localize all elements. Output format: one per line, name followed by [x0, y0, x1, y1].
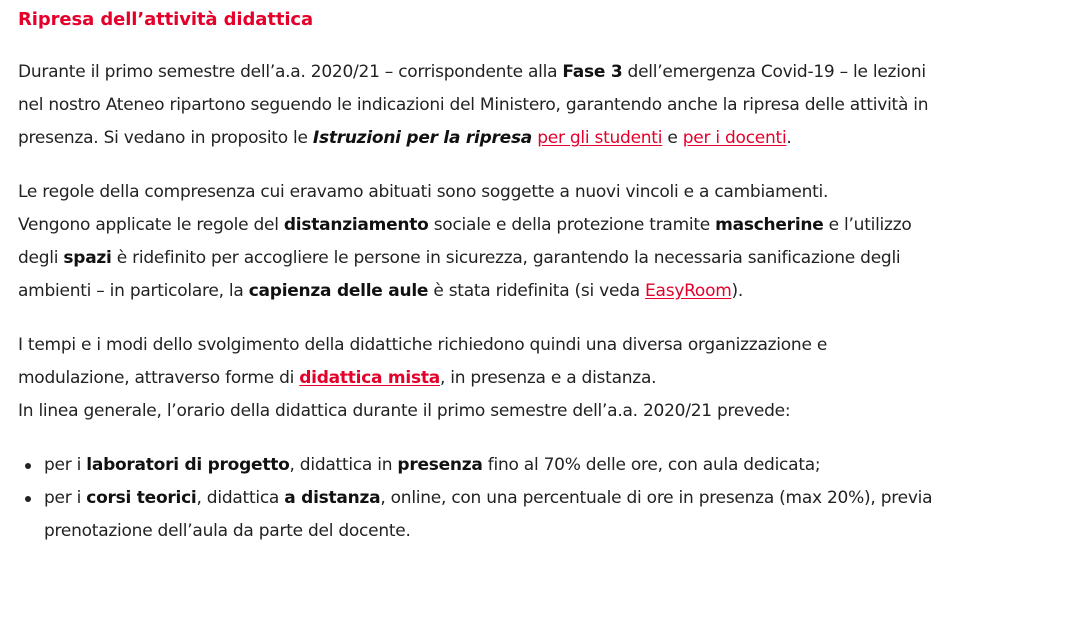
paragraph-line: nel nostro Ateneo ripartono seguendo le indicazioni del Ministero, garantendo anche la ripresa delle attività in	[18, 95, 929, 115]
text-span: ambienti – in particolare, la	[18, 281, 249, 301]
bold-text: Fase 3	[562, 62, 623, 82]
paragraph-line	[18, 56, 1062, 89]
list-item-line	[44, 482, 1062, 515]
paragraph-line: Le regole della compresenza cui eravamo abituati sono soggette a nuovi vincoli e a cambiamenti.	[18, 182, 829, 202]
text-span: , didattica	[196, 488, 285, 508]
text-span: degli	[18, 248, 64, 268]
bold-text: corsi teorici	[86, 488, 197, 508]
text-span: , in presenza e a distanza.	[439, 368, 657, 388]
paragraph-line: I tempi e i modi dello svolgimento della didattiche richiedono quindi una diversa organizzazione e	[18, 335, 828, 355]
paragraph-organization	[18, 329, 1062, 428]
text-span: , online, con una percentuale di ore in presenza (max 20%), previa	[380, 488, 933, 508]
text-span: , didattica in	[289, 455, 398, 475]
text-span: .	[786, 128, 792, 148]
bullet-dot-icon	[25, 463, 31, 469]
bold-text: spazi	[63, 248, 112, 268]
link-easyroom[interactable]: EasyRoom	[645, 281, 732, 301]
bold-text: distanziamento	[283, 215, 429, 235]
paragraph-line: In linea generale, l’orario della didattica durante il primo semestre dell’a.a. 2020/21 prevede:	[18, 401, 791, 421]
schedule-list	[18, 449, 1062, 548]
paragraph-line	[18, 242, 1062, 275]
text-span: dell’emergenza Covid-19 – le lezioni	[622, 62, 926, 82]
text-span: per i	[44, 488, 87, 508]
text-span: è ridefinito per accogliere le persone in sicurezza, garantendo la necessaria sanificazione degli	[111, 248, 901, 268]
list-item-line: prenotazione dell’aula da parte del docente.	[44, 521, 411, 541]
list-item-line	[44, 449, 1062, 482]
text-span: e	[662, 128, 683, 148]
link-per-gli-studenti[interactable]: per gli studenti	[537, 128, 663, 148]
paragraph-line	[18, 362, 1062, 395]
text-span: è stata ridefinita (si veda	[428, 281, 646, 301]
text-span: modulazione, attraverso forme di	[18, 368, 300, 388]
bold-text: a distanza	[284, 488, 381, 508]
bold-text: mascherine	[715, 215, 824, 235]
text-span: sociale e della protezione tramite	[428, 215, 716, 235]
text-span: e l’utilizzo	[823, 215, 912, 235]
list-item	[18, 449, 1062, 482]
paragraph-line	[18, 122, 1062, 155]
text-span: fino al 70% delle ore, con aula dedicata;	[482, 455, 821, 475]
bold-text: presenza	[397, 455, 483, 475]
text-span: Vengono applicate le regole del	[18, 215, 284, 235]
text-span: Durante il primo semestre dell’a.a. 2020/21 – corrispondente alla	[18, 62, 563, 82]
bold-italic-text: Istruzioni per la ripresa	[312, 128, 533, 148]
paragraph-line	[18, 275, 1062, 308]
text-span: per i	[44, 455, 87, 475]
bold-text: capienza delle aule	[248, 281, 429, 301]
list-item	[18, 482, 1062, 548]
paragraph-rules	[18, 176, 1062, 308]
paragraph-line	[18, 209, 1062, 242]
section-heading: Ripresa dell’attività didattica	[18, 9, 314, 30]
text-span: ).	[731, 281, 744, 301]
bold-text: laboratori di progetto	[86, 455, 290, 475]
link-per-i-docenti[interactable]: per i docenti	[682, 128, 787, 148]
text-span: presenza. Si vedano in proposito le	[18, 128, 313, 148]
link-didattica-mista[interactable]: didattica mista	[299, 368, 440, 388]
bullet-dot-icon	[25, 496, 31, 502]
paragraph-intro	[18, 56, 1062, 155]
